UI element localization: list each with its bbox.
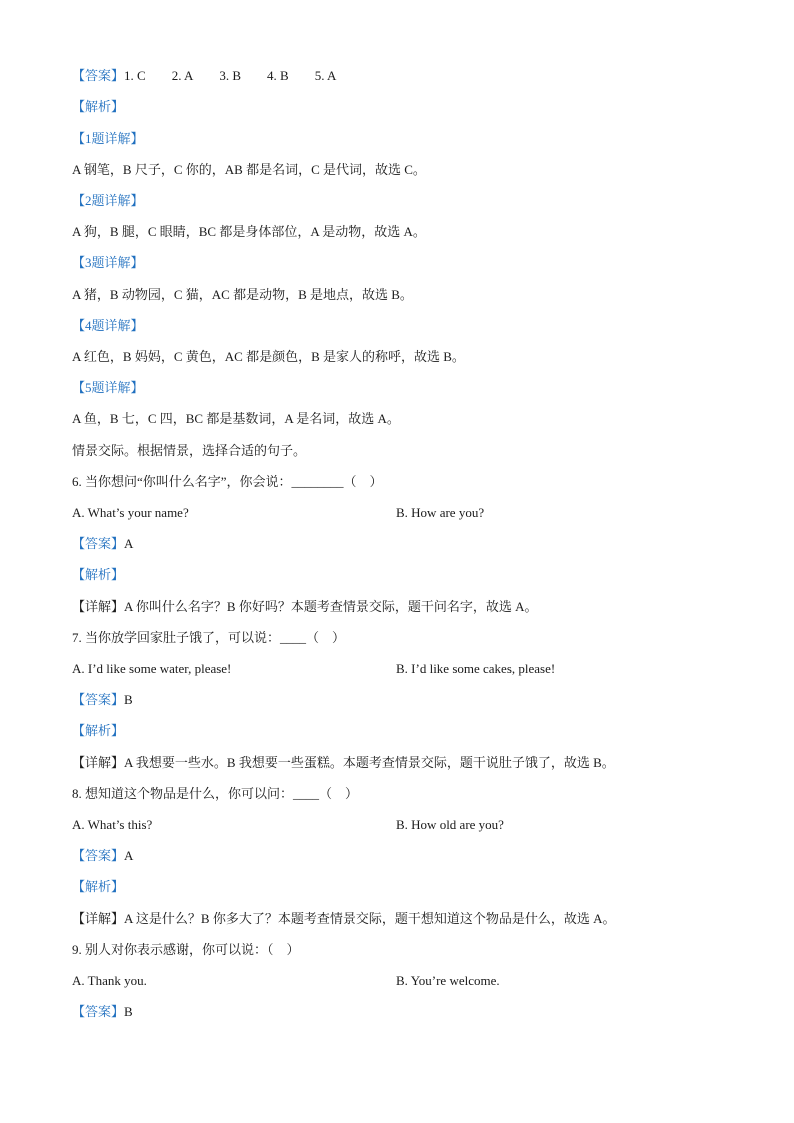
sub-heading-4: 【4题详解】 bbox=[72, 318, 144, 333]
answer-tag: 【答案】 bbox=[72, 1004, 125, 1019]
question-7-answer bbox=[72, 690, 754, 710]
answer-5: 5. A bbox=[314, 68, 337, 83]
sub-heading-1: 【1题详解】 bbox=[72, 131, 144, 146]
question-9-stem: 9. 别人对你表示感谢，你可以说：（ ） bbox=[72, 942, 300, 957]
question-7-option-b: B. I’d like some cakes, please! bbox=[396, 661, 556, 676]
answer-1: 1. C bbox=[124, 68, 146, 83]
question-7-detail-text: A 我想要一些水。B 我想要一些蛋糕。本题考查情景交际，题干说肚子饿了，故选 B。 bbox=[124, 755, 615, 770]
question-6-detail-text: A 你叫什么名字？B 你好吗？本题考查情景交际，题干问名字，故选 A。 bbox=[124, 599, 538, 614]
question-6-detail bbox=[72, 597, 754, 617]
detail-tag: 【详解】 bbox=[72, 911, 125, 926]
question-8-analysis-tag: 【解析】 bbox=[72, 879, 125, 894]
question-6-answer bbox=[72, 534, 754, 554]
question-8-answer-value: A bbox=[124, 848, 134, 863]
sub-detail-3: A 猪，B 动物园，C 猫，AC 都是动物，B 是地点，故选 B。 bbox=[72, 287, 413, 302]
answer-3: 3. B bbox=[219, 68, 242, 83]
question-8-stem: 8. 想知道这个物品是什么，你可以问：____（ ） bbox=[72, 786, 359, 801]
question-8-answer bbox=[72, 846, 754, 866]
sub-heading-2: 【2题详解】 bbox=[72, 193, 144, 208]
sub-detail-5: A 鱼，B 七，C 四，BC 都是基数词，A 是名词，故选 A。 bbox=[72, 411, 400, 426]
question-8-detail bbox=[72, 909, 754, 929]
question-6-option-b: B. How are you? bbox=[396, 505, 485, 520]
answer-2: 2. A bbox=[171, 68, 194, 83]
question-7-answer-value: B bbox=[124, 692, 133, 707]
answer-tag: 【答案】 bbox=[72, 536, 125, 551]
sub-detail-2: A 狗，B 腿，C 眼睛，BC 都是身体部位，A 是动物，故选 A。 bbox=[72, 224, 426, 239]
question-6-stem: 6. 当你想问“你叫什么名字”，你会说：________（ ） bbox=[72, 474, 383, 489]
answer-4: 4. B bbox=[267, 68, 289, 83]
question-7-option-a: A. I’d like some water, please! bbox=[72, 661, 232, 676]
question-8-option-a: A. What’s this? bbox=[72, 817, 153, 832]
question-9-option-a: A. Thank you. bbox=[72, 973, 147, 988]
question-7-detail bbox=[72, 753, 754, 773]
detail-tag: 【详解】 bbox=[72, 755, 125, 770]
analysis-tag: 【解析】 bbox=[72, 99, 125, 114]
question-7-analysis-tag: 【解析】 bbox=[72, 723, 125, 738]
detail-tag: 【详解】 bbox=[72, 599, 125, 614]
sub-detail-1: A 钢笔，B 尺子，C 你的，AB 都是名词，C 是代词，故选 C。 bbox=[72, 162, 426, 177]
section-intro: 情景交际。根据情景，选择合适的句子。 bbox=[72, 443, 307, 458]
question-9-option-b: B. You’re welcome. bbox=[396, 973, 500, 988]
answer-tag: 【答案】 bbox=[72, 692, 125, 707]
sub-heading-3: 【3题详解】 bbox=[72, 255, 144, 270]
question-8-detail-text: A 这是什么？B 你多大了？本题考查情景交际，题干想知道这个物品是什么，故选 A。 bbox=[124, 911, 616, 926]
sub-heading-5: 【5题详解】 bbox=[72, 380, 144, 395]
question-6-analysis-tag: 【解析】 bbox=[72, 567, 125, 582]
question-8-option-b: B. How old are you? bbox=[396, 817, 504, 832]
answer-tag: 【答案】 bbox=[72, 848, 125, 863]
question-9-answer-value: B bbox=[124, 1004, 133, 1019]
question-7-stem: 7. 当你放学回家肚子饿了，可以说：____（ ） bbox=[72, 630, 346, 645]
answer-line-1-5 bbox=[72, 66, 754, 86]
question-6-answer-value: A bbox=[124, 536, 134, 551]
answer-tag: 【答案】 bbox=[72, 68, 125, 83]
question-9-answer bbox=[72, 1002, 754, 1022]
question-6-option-a: A. What’s your name? bbox=[72, 505, 189, 520]
sub-detail-4: A 红色，B 妈妈，C 黄色，AC 都是颜色，B 是家人的称呼，故选 B。 bbox=[72, 349, 465, 364]
